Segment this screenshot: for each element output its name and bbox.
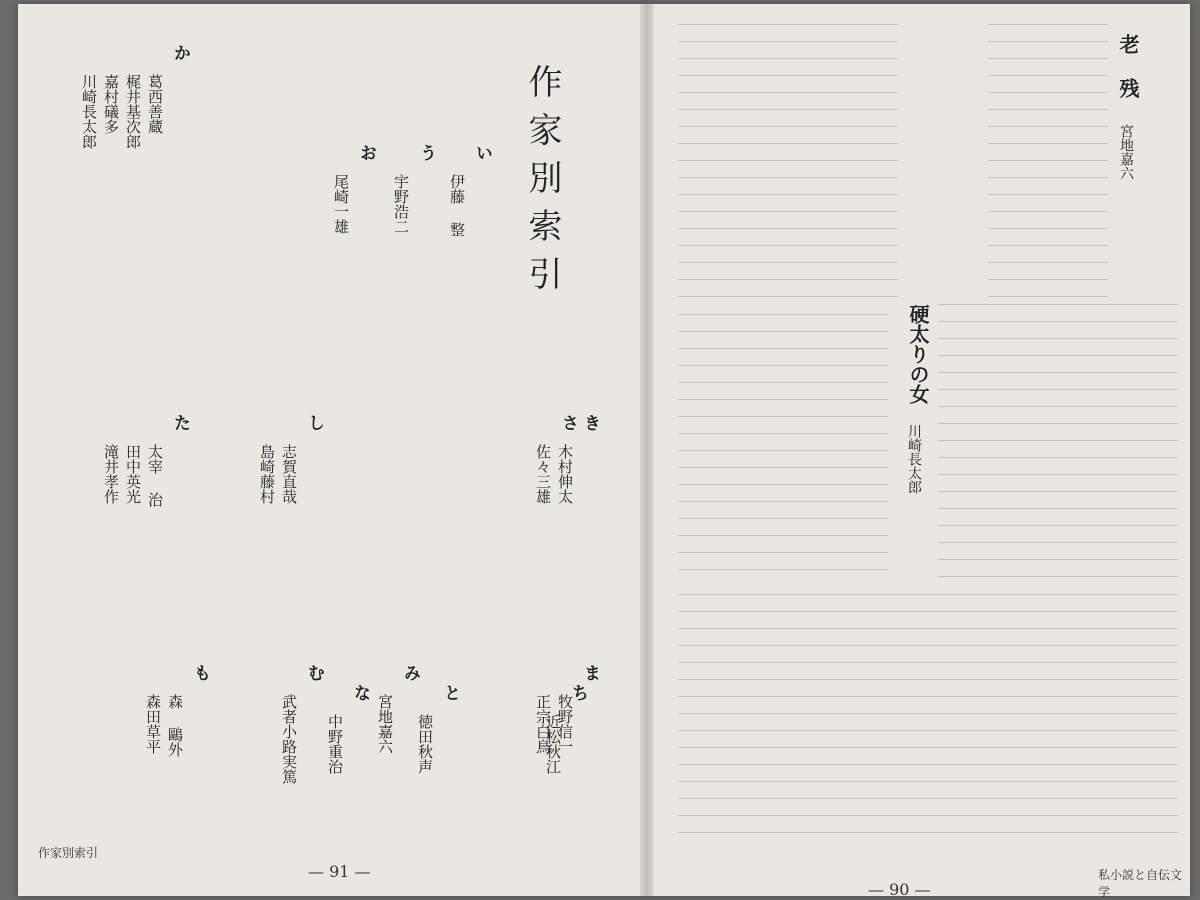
body-text-block — [678, 24, 898, 304]
index-kana-heading: も — [190, 664, 210, 681]
index-entry: 伊藤 整 — [448, 174, 466, 237]
body-text-block — [678, 594, 1178, 844]
index-entry: 近松秋江 — [544, 714, 562, 774]
index-entry: 尾崎一雄 — [332, 174, 350, 234]
index-entry: 葛西善蔵 — [146, 74, 164, 134]
index-entry: 島崎藤村 — [258, 444, 276, 504]
index-entry: 太宰 治 — [146, 444, 164, 507]
index-entry: 中野重治 — [326, 714, 344, 774]
right-running-footer: 私小説と自伝文学 — [1098, 868, 1183, 899]
index-entry: 嘉村礒多 — [102, 74, 120, 134]
index-entry: 宮地嘉六 — [376, 694, 394, 754]
index-entry: 木村伸太 — [556, 444, 574, 504]
index-kana-heading: み — [400, 664, 420, 681]
index-kana-heading: い — [472, 144, 492, 161]
index-kana-heading: な — [350, 684, 370, 701]
left-running-footer: 作家別索引 — [38, 846, 99, 860]
index-kana-heading: む — [304, 664, 324, 681]
left-page-number: — 91 — — [308, 862, 371, 881]
index-entry: 牧野信一 — [556, 694, 574, 754]
book-gutter — [640, 4, 654, 896]
index-entry: 宇野浩二 — [392, 174, 410, 234]
section-title-katabutori: 硬太りの女 — [906, 304, 930, 404]
index-kana-heading: し — [304, 414, 324, 431]
left-page — [18, 4, 638, 896]
index-entry: 森田草平 — [144, 694, 162, 754]
index-entry: 武者小路実篤 — [280, 694, 298, 784]
section-author-rouzan: 宮地嘉六 — [1118, 124, 1134, 180]
index-entry: 森 鷗外 — [166, 694, 184, 757]
index-entry: 正宗白鳥 — [534, 694, 552, 754]
body-text-block — [678, 314, 888, 574]
index-kana-heading: う — [416, 144, 436, 161]
index-entry: 滝井孝作 — [102, 444, 120, 504]
section-author-katabutori: 川崎長太郎 — [906, 424, 922, 494]
book-spread — [18, 4, 1190, 899]
index-entry: 徳田秋声 — [416, 714, 434, 774]
index-kana-heading: と — [440, 684, 460, 701]
right-page-number: — 90 — — [868, 880, 931, 899]
index-entry: 田中英光 — [124, 444, 142, 504]
index-entry: 梶井基次郎 — [124, 74, 142, 149]
index-entry: 志賀直哉 — [280, 444, 298, 504]
index-kana-heading: ま — [580, 664, 600, 681]
index-entry: 川崎長太郎 — [80, 74, 98, 149]
right-page — [658, 4, 1190, 899]
body-text-block — [938, 304, 1178, 584]
index-kana-heading: き — [580, 414, 600, 431]
index-entry: 佐々三雄 — [534, 444, 552, 504]
index-kana-heading: お — [356, 144, 376, 161]
body-text-block — [988, 24, 1108, 304]
index-kana-heading: ち — [568, 684, 588, 701]
index-title: 作家別索引 — [522, 64, 562, 304]
index-kana-heading: た — [170, 414, 190, 431]
section-title-rouzan: 老 残 — [1116, 34, 1140, 98]
index-kana-heading: か — [170, 44, 190, 61]
index-kana-heading: さ — [558, 414, 578, 431]
